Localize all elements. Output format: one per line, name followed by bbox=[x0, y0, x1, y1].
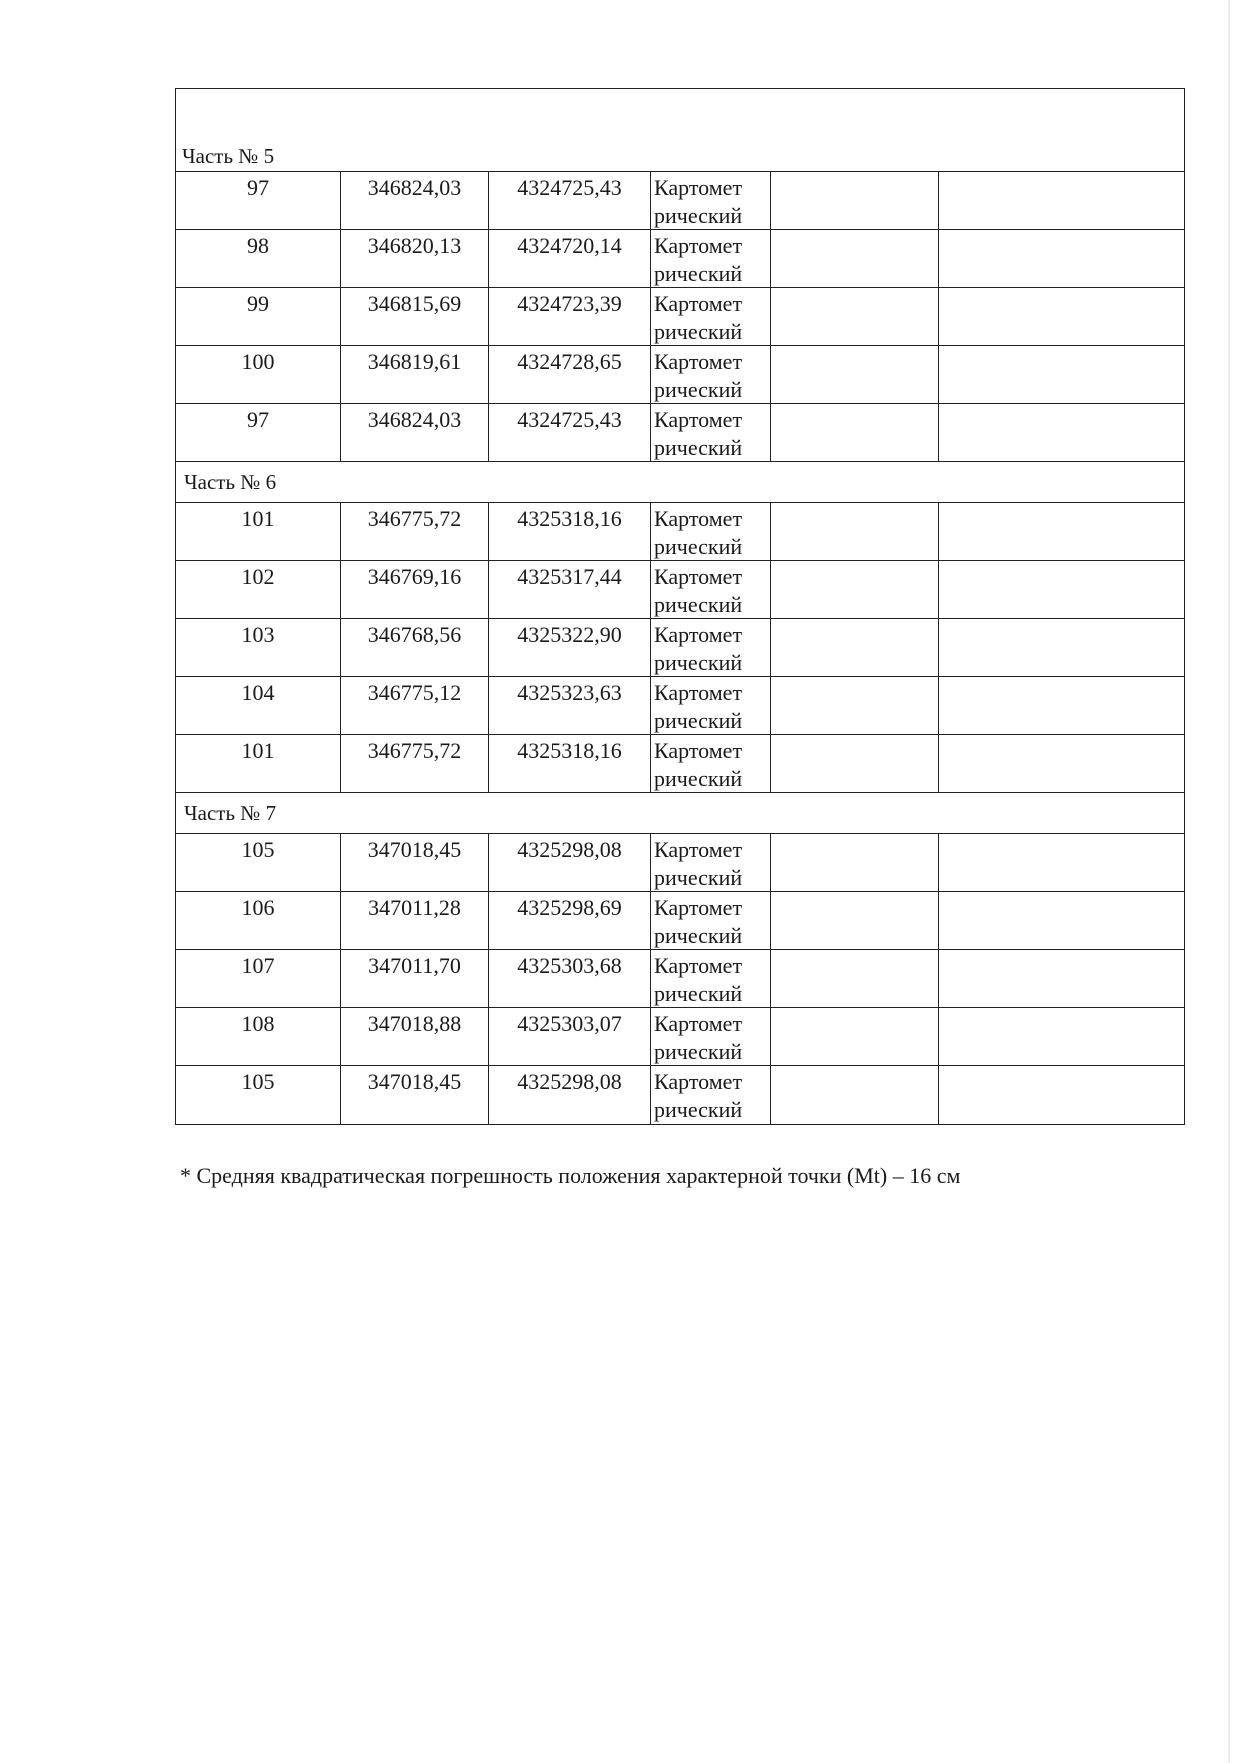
table-row bbox=[176, 834, 1184, 892]
y-coordinate-cell: 4325298,08 bbox=[489, 834, 651, 891]
x-coordinate-cell: 346775,72 bbox=[341, 735, 489, 792]
x-coordinate-cell: 346769,16 bbox=[341, 561, 489, 618]
method-cell: Картомет рический bbox=[651, 503, 771, 560]
x-coordinate-cell: 346820,13 bbox=[341, 230, 489, 287]
x-coordinate-cell: 346775,12 bbox=[341, 677, 489, 734]
empty-cell bbox=[771, 677, 939, 734]
empty-cell bbox=[939, 230, 1184, 287]
point-number-cell: 99 bbox=[176, 288, 341, 345]
y-coordinate-cell: 4324725,43 bbox=[489, 172, 651, 229]
empty-cell bbox=[771, 1008, 939, 1065]
scan-edge-line bbox=[1228, 0, 1230, 1763]
part-header-row bbox=[176, 793, 1184, 834]
empty-cell bbox=[771, 735, 939, 792]
y-coordinate-cell: 4325318,16 bbox=[489, 735, 651, 792]
method-cell: Картомет рический bbox=[651, 1066, 771, 1124]
empty-cell bbox=[939, 172, 1184, 229]
empty-cell bbox=[939, 346, 1184, 403]
y-coordinate-cell: 4324725,43 bbox=[489, 404, 651, 461]
empty-cell bbox=[771, 288, 939, 345]
empty-cell bbox=[771, 172, 939, 229]
method-cell: Картомет рический bbox=[651, 404, 771, 461]
table-row bbox=[176, 677, 1184, 735]
table-row bbox=[176, 619, 1184, 677]
empty-cell bbox=[939, 619, 1184, 676]
method-cell: Картомет рический bbox=[651, 735, 771, 792]
y-coordinate-cell: 4325303,68 bbox=[489, 950, 651, 1007]
y-coordinate-cell: 4325317,44 bbox=[489, 561, 651, 618]
x-coordinate-cell: 346824,03 bbox=[341, 172, 489, 229]
point-number-cell: 106 bbox=[176, 892, 341, 949]
x-coordinate-cell: 346775,72 bbox=[341, 503, 489, 560]
table-row bbox=[176, 288, 1184, 346]
point-number-cell: 107 bbox=[176, 950, 341, 1007]
empty-cell bbox=[939, 288, 1184, 345]
part-label: Часть № 5 bbox=[182, 144, 275, 168]
point-number-cell: 97 bbox=[176, 404, 341, 461]
empty-cell bbox=[771, 619, 939, 676]
method-cell: Картомет рический bbox=[651, 172, 771, 229]
table-row bbox=[176, 404, 1184, 462]
x-coordinate-cell: 347018,88 bbox=[341, 1008, 489, 1065]
part-header-row bbox=[176, 462, 1184, 503]
empty-cell bbox=[771, 230, 939, 287]
y-coordinate-cell: 4325303,07 bbox=[489, 1008, 651, 1065]
point-number-cell: 100 bbox=[176, 346, 341, 403]
x-coordinate-cell: 346819,61 bbox=[341, 346, 489, 403]
point-number-cell: 97 bbox=[176, 172, 341, 229]
empty-cell bbox=[771, 346, 939, 403]
part-header-row bbox=[176, 141, 1184, 172]
table-row bbox=[176, 230, 1184, 288]
table-top-blank-row bbox=[176, 89, 1184, 141]
point-number-cell: 101 bbox=[176, 503, 341, 560]
method-cell: Картомет рический bbox=[651, 834, 771, 891]
method-cell: Картомет рический bbox=[651, 346, 771, 403]
point-number-cell: 105 bbox=[176, 834, 341, 891]
table-row bbox=[176, 950, 1184, 1008]
table-row bbox=[176, 561, 1184, 619]
empty-cell bbox=[939, 561, 1184, 618]
y-coordinate-cell: 4324723,39 bbox=[489, 288, 651, 345]
point-number-cell: 98 bbox=[176, 230, 341, 287]
empty-cell bbox=[771, 892, 939, 949]
y-coordinate-cell: 4325298,08 bbox=[489, 1066, 651, 1124]
empty-cell bbox=[939, 503, 1184, 560]
y-coordinate-cell: 4324728,65 bbox=[489, 346, 651, 403]
x-coordinate-cell: 346768,56 bbox=[341, 619, 489, 676]
empty-cell bbox=[939, 1008, 1184, 1065]
method-cell: Картомет рический bbox=[651, 950, 771, 1007]
y-coordinate-cell: 4325323,63 bbox=[489, 677, 651, 734]
point-number-cell: 104 bbox=[176, 677, 341, 734]
point-number-cell: 108 bbox=[176, 1008, 341, 1065]
table-row bbox=[176, 172, 1184, 230]
x-coordinate-cell: 346815,69 bbox=[341, 288, 489, 345]
table-row bbox=[176, 503, 1184, 561]
table-row bbox=[176, 1008, 1184, 1066]
part-section bbox=[176, 462, 1184, 793]
y-coordinate-cell: 4325322,90 bbox=[489, 619, 651, 676]
empty-cell bbox=[939, 1066, 1184, 1124]
empty-cell bbox=[771, 834, 939, 891]
empty-cell bbox=[939, 950, 1184, 1007]
table-row bbox=[176, 892, 1184, 950]
x-coordinate-cell: 347011,70 bbox=[341, 950, 489, 1007]
y-coordinate-cell: 4325318,16 bbox=[489, 503, 651, 560]
footnote: * Средняя квадратическая погрешность положения характерной точки (Mt) – 16 см bbox=[180, 1163, 961, 1188]
empty-cell bbox=[939, 892, 1184, 949]
empty-cell bbox=[771, 404, 939, 461]
empty-cell bbox=[771, 1066, 939, 1124]
point-number-cell: 103 bbox=[176, 619, 341, 676]
method-cell: Картомет рический bbox=[651, 619, 771, 676]
empty-cell bbox=[771, 561, 939, 618]
method-cell: Картомет рический bbox=[651, 288, 771, 345]
method-cell: Картомет рический bbox=[651, 1008, 771, 1065]
method-cell: Картомет рический bbox=[651, 892, 771, 949]
empty-cell bbox=[939, 677, 1184, 734]
part-label: Часть № 6 bbox=[184, 470, 277, 494]
part-label: Часть № 7 bbox=[184, 801, 277, 825]
part-section bbox=[176, 793, 1184, 1124]
empty-cell bbox=[771, 950, 939, 1007]
method-cell: Картомет рический bbox=[651, 561, 771, 618]
table-row bbox=[176, 1066, 1184, 1124]
method-cell: Картомет рический bbox=[651, 677, 771, 734]
empty-cell bbox=[939, 735, 1184, 792]
coordinates-table bbox=[175, 88, 1185, 1125]
y-coordinate-cell: 4325298,69 bbox=[489, 892, 651, 949]
point-number-cell: 105 bbox=[176, 1066, 341, 1124]
point-number-cell: 101 bbox=[176, 735, 341, 792]
empty-cell bbox=[771, 503, 939, 560]
table-row bbox=[176, 735, 1184, 793]
empty-cell bbox=[939, 834, 1184, 891]
y-coordinate-cell: 4324720,14 bbox=[489, 230, 651, 287]
x-coordinate-cell: 347011,28 bbox=[341, 892, 489, 949]
empty-cell bbox=[939, 404, 1184, 461]
part-section bbox=[176, 141, 1184, 462]
method-cell: Картомет рический bbox=[651, 230, 771, 287]
point-number-cell: 102 bbox=[176, 561, 341, 618]
table-row bbox=[176, 346, 1184, 404]
x-coordinate-cell: 347018,45 bbox=[341, 834, 489, 891]
x-coordinate-cell: 347018,45 bbox=[341, 1066, 489, 1124]
x-coordinate-cell: 346824,03 bbox=[341, 404, 489, 461]
